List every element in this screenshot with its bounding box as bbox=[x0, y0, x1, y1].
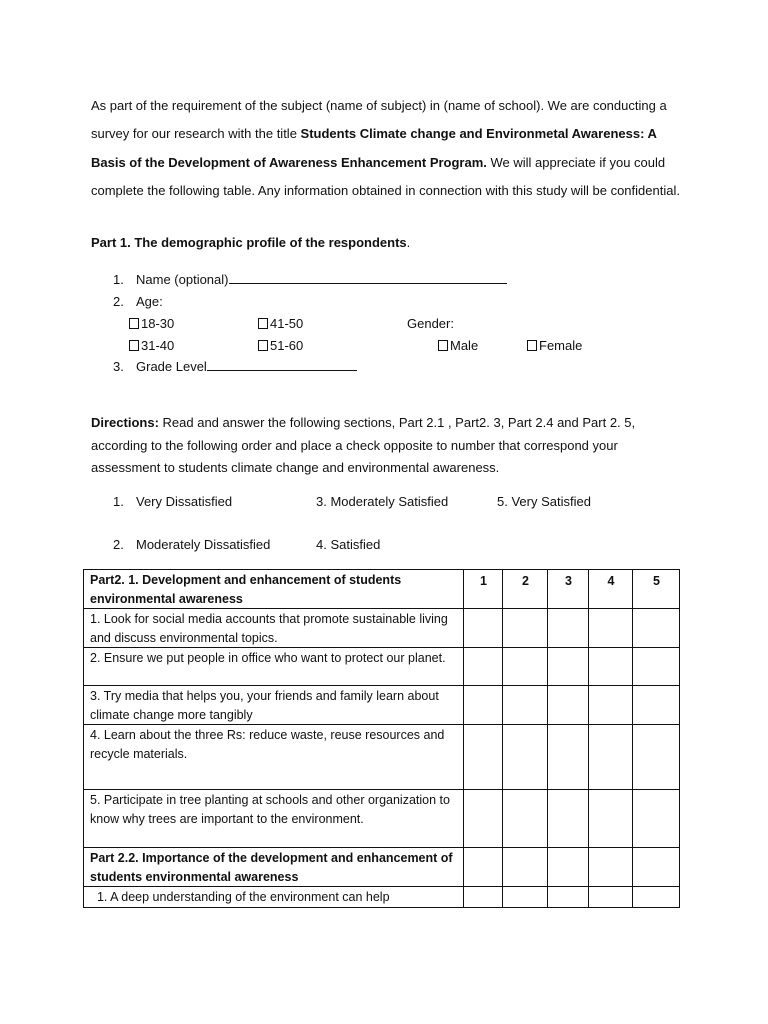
age-option-18-30[interactable]: 18-30 bbox=[129, 316, 174, 331]
table-row bbox=[84, 609, 680, 648]
age-label: Age: bbox=[136, 294, 163, 309]
directions-text: Read and answer the following sections, Part 2.1 , Part2. 3, Part 2.4 and Part 2. 5, according to the following order and place a check opposite to number that correspond your assessment to students climate change and environmental awareness. bbox=[91, 415, 636, 475]
checkbox-icon[interactable] bbox=[527, 340, 537, 351]
rating-cell[interactable] bbox=[548, 790, 589, 848]
age-option-31-40[interactable]: 31-40 bbox=[129, 338, 174, 353]
rating-cell[interactable] bbox=[503, 609, 548, 648]
intro-text-1: As part of the requirement of the subject (name of subject) in (name of school). We are conducting a survey for our research with the title bbox=[91, 98, 667, 142]
section-2-2-header: Part 2.2. Importance of the development and enhancement of students environmental awareness bbox=[84, 848, 464, 887]
rating-cell[interactable] bbox=[464, 848, 503, 887]
table-row bbox=[84, 648, 680, 686]
directions-label: Directions: bbox=[91, 415, 159, 430]
rating-cell[interactable] bbox=[633, 848, 680, 887]
rating-cell[interactable] bbox=[464, 790, 503, 848]
scale-1-label: Very Dissatisfied bbox=[136, 494, 233, 509]
rating-cell[interactable] bbox=[589, 725, 633, 790]
section-2-1-header: Part2. 1. Development and enhancement of students environmental awareness bbox=[84, 570, 464, 609]
column-header-5: 5 bbox=[633, 570, 680, 609]
rating-cell[interactable] bbox=[464, 887, 503, 908]
rating-cell[interactable] bbox=[633, 790, 680, 848]
checkbox-icon[interactable] bbox=[258, 340, 268, 351]
scale-1-number: 1. bbox=[113, 494, 124, 509]
statement-cell: 4. Learn about the three Rs: reduce waste, reuse resources and recycle materials. bbox=[84, 725, 464, 790]
statement-cell: 2. Ensure we put people in office who want to protect our planet. bbox=[84, 648, 464, 686]
rating-cell[interactable] bbox=[503, 887, 548, 908]
rating-cell[interactable] bbox=[633, 686, 680, 725]
scale-5-label: 5. Very Satisfied bbox=[497, 494, 591, 509]
grade-level-label: Grade Level bbox=[136, 359, 207, 374]
statement-cell: 5. Participate in tree planting at schools and other organization to know why trees are important to the environment. bbox=[84, 790, 464, 848]
column-header-3: 3 bbox=[548, 570, 589, 609]
scale-3-label: 3. Moderately Satisfied bbox=[316, 494, 449, 509]
statement-cell: 1. Look for social media accounts that promote sustainable living and discuss environmental topics. bbox=[84, 609, 464, 648]
rating-cell[interactable] bbox=[589, 609, 633, 648]
rating-cell[interactable] bbox=[589, 790, 633, 848]
directions-paragraph bbox=[91, 412, 681, 480]
rating-cell[interactable] bbox=[633, 725, 680, 790]
table-row bbox=[84, 887, 680, 908]
rating-cell[interactable] bbox=[503, 686, 548, 725]
rating-cell[interactable] bbox=[503, 648, 548, 686]
statement-cell: 3. Try media that helps you, your friends and family learn about climate change more tangibly bbox=[84, 686, 464, 725]
table-row bbox=[84, 790, 680, 848]
rating-cell[interactable] bbox=[589, 848, 633, 887]
grade-level-blank-line[interactable] bbox=[207, 359, 357, 371]
rating-cell[interactable] bbox=[633, 887, 680, 908]
grade-level-field[interactable] bbox=[136, 359, 357, 374]
name-field[interactable] bbox=[136, 272, 507, 287]
intro-text-2: We will appreciate if you could complete the following table. Any information obtained in connection with this study will be confidential. bbox=[91, 154, 680, 199]
statement-cell: 1. A deep understanding of the environment can help bbox=[84, 887, 464, 908]
rating-cell[interactable] bbox=[464, 725, 503, 790]
table-header-row bbox=[84, 570, 680, 609]
survey-table bbox=[83, 569, 680, 908]
table-row bbox=[84, 686, 680, 725]
rating-cell[interactable] bbox=[589, 887, 633, 908]
rating-cell[interactable] bbox=[548, 887, 589, 908]
rating-cell[interactable] bbox=[548, 848, 589, 887]
item2-number: 2. bbox=[113, 294, 124, 309]
rating-cell[interactable] bbox=[548, 609, 589, 648]
table-row bbox=[84, 725, 680, 790]
rating-cell[interactable] bbox=[548, 725, 589, 790]
rating-cell[interactable] bbox=[503, 848, 548, 887]
gender-option-female[interactable]: Female bbox=[527, 338, 582, 353]
gender-label: Gender: bbox=[407, 316, 454, 331]
rating-cell[interactable] bbox=[503, 725, 548, 790]
column-header-1: 1 bbox=[464, 570, 503, 609]
rating-cell[interactable] bbox=[548, 648, 589, 686]
name-blank-line[interactable] bbox=[229, 272, 507, 284]
rating-cell[interactable] bbox=[464, 648, 503, 686]
scale-2-number: 2. bbox=[113, 537, 124, 552]
rating-cell[interactable] bbox=[633, 648, 680, 686]
scale-2-label: Moderately Dissatisfied bbox=[136, 537, 271, 552]
rating-cell[interactable] bbox=[548, 686, 589, 725]
intro-paragraph bbox=[91, 92, 691, 206]
age-option-41-50[interactable]: 41-50 bbox=[258, 316, 303, 331]
column-header-4: 4 bbox=[589, 570, 633, 609]
scale-4-label: 4. Satisfied bbox=[316, 537, 381, 552]
item3-number: 3. bbox=[113, 359, 124, 374]
checkbox-icon[interactable] bbox=[129, 340, 139, 351]
name-label: Name (optional) bbox=[136, 272, 229, 287]
rating-cell[interactable] bbox=[589, 648, 633, 686]
rating-cell[interactable] bbox=[464, 686, 503, 725]
part1-heading: Part 1. The demographic profile of the respondents. bbox=[91, 235, 411, 250]
checkbox-icon[interactable] bbox=[258, 318, 268, 329]
item1-number: 1. bbox=[113, 272, 124, 287]
table-section-row bbox=[84, 848, 680, 887]
gender-option-male[interactable]: Male bbox=[438, 338, 478, 353]
rating-cell[interactable] bbox=[503, 790, 548, 848]
rating-cell[interactable] bbox=[633, 609, 680, 648]
checkbox-icon[interactable] bbox=[438, 340, 448, 351]
checkbox-icon[interactable] bbox=[129, 318, 139, 329]
rating-cell[interactable] bbox=[464, 609, 503, 648]
research-title: Students Climate change and Environmetal Awareness: A Basis of the Development of Awareness Enhancement Program. bbox=[91, 126, 657, 170]
age-option-51-60[interactable]: 51-60 bbox=[258, 338, 303, 353]
column-header-2: 2 bbox=[503, 570, 548, 609]
rating-cell[interactable] bbox=[589, 686, 633, 725]
